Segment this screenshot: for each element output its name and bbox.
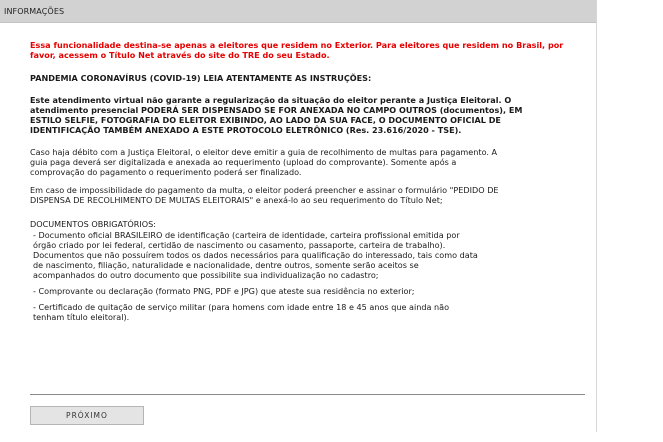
doc-line: - Certificado de quitação de serviço militar (para homens com idade entre 18 e 45 anos que ainda não bbox=[33, 302, 450, 312]
waiver-instructions bbox=[30, 185, 584, 205]
panel-content bbox=[0, 23, 596, 322]
required-docs-title: DOCUMENTOS OBRIGATÓRIOS: bbox=[30, 219, 157, 229]
selfie-line: ESTILO SELFIE, FOTOGRAFIA DO ELEITOR EXIBINDO, AO LADO DA SUA FACE, O DOCUMENTO OFICIAL DE bbox=[30, 115, 501, 125]
debt-line: Caso haja débito com a Justiça Eleitoral, o eleitor deve emitir a guia de recolhimento de multas para pagamento. A bbox=[30, 147, 498, 157]
doc-line: acompanhados do outro documento que possibilite sua individualização no cadastro; bbox=[33, 270, 379, 280]
doc-line: - Documento oficial BRASILEIRO de identificação (carteira de identidade, carteira profissional emitida por bbox=[33, 230, 460, 240]
doc-item-military bbox=[30, 302, 584, 322]
doc-line: tenham título eleitoral). bbox=[33, 312, 130, 322]
doc-item-residence bbox=[30, 286, 584, 296]
selfie-instructions bbox=[30, 95, 584, 135]
exterior-warning: Essa funcionalidade destina-se apenas a eleitores que residem no Exterior. Para eleitores que residem no Brasil, por favor, acessem o Título Net através do site do TRE do seu Estado. bbox=[30, 40, 564, 60]
doc-line: órgão criado por lei federal, certidão de nascimento ou casamento, passaporte, carteira de trabalho). bbox=[33, 240, 446, 250]
doc-line: - Comprovante ou declaração (formato PNG, PDF e JPG) que ateste sua residência no exterior; bbox=[33, 286, 415, 296]
debt-instructions bbox=[30, 147, 584, 177]
content-divider bbox=[30, 394, 585, 395]
doc-line: Documentos que não possuírem todos os dados necessários para qualificação do interessado, tais como data bbox=[33, 250, 478, 260]
waiver-line: Em caso de impossibilidade do pagamento da multa, o eleitor poderá preencher e assinar o formulário "PEDIDO DE bbox=[30, 185, 499, 195]
selfie-line: Este atendimento virtual não garante a regularização da situação do eleitor perante a Justiça Eleitoral. O bbox=[30, 95, 512, 105]
selfie-line: IDENTIFICAÇÃO TAMBÉM ANEXADO A ESTE PROTOCOLO ELETRÔNICO (Res. 23.616/2020 - TSE). bbox=[30, 125, 462, 135]
panel-title: INFORMAÇÕES bbox=[4, 7, 65, 16]
next-button[interactable]: PRÓXIMO bbox=[30, 406, 144, 425]
pandemia-title: PANDEMIA CORONAVÍRUS (COVID-19) LEIA ATENTAMENTE AS INSTRUÇÕES: bbox=[30, 73, 372, 83]
doc-item-identification bbox=[30, 230, 584, 280]
waiver-line: DISPENSA DE RECOLHIMENTO DE MULTAS ELEITORAIS" e anexá-lo ao seu requerimento do Título Net; bbox=[30, 195, 443, 205]
panel-header bbox=[0, 0, 596, 23]
debt-line: guia paga deverá ser digitalizada e anexada ao requerimento (upload do comprovante). Somente após a bbox=[30, 157, 457, 167]
debt-line: comprovação do pagamento o requerimento poderá ser finalizado. bbox=[30, 167, 302, 177]
doc-line: de nascimento, filiação, naturalidade e nacionalidade, dentre outros, somente serão aceitos se bbox=[33, 260, 419, 270]
selfie-line: atendimento presencial PODERÁ SER DISPENSADO SE FOR ANEXADA NO CAMPO OUTROS (documentos), EM bbox=[30, 105, 523, 115]
